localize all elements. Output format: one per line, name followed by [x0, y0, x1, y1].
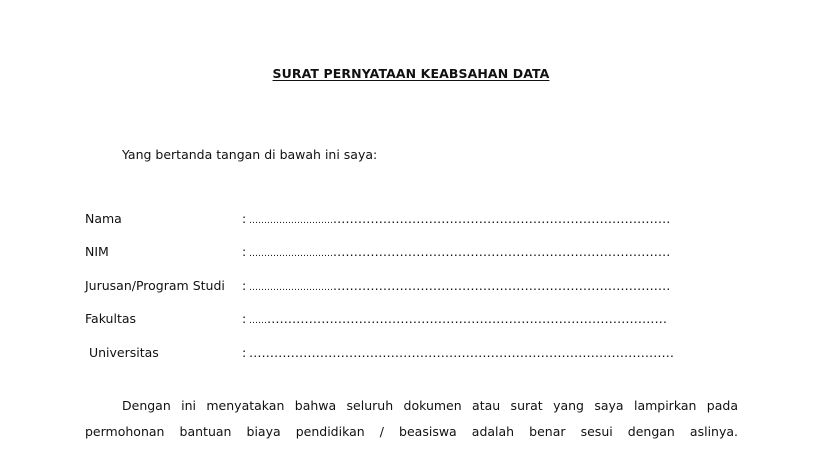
field-label: NIM: [85, 244, 109, 259]
field-colon: :: [242, 345, 247, 360]
field-fine-dots: ……………………….: [249, 249, 333, 259]
field-colon: :: [242, 278, 247, 293]
field-fill-line: [249, 211, 671, 226]
field-dots: ……………………………………………………………………………………: [267, 311, 667, 326]
field-label: Fakultas: [85, 311, 137, 326]
field-label: Nama: [85, 211, 122, 226]
field-fine-dots: ……………………….: [249, 216, 333, 226]
field-fill-line: [249, 278, 671, 293]
field-fill-line: [249, 244, 671, 259]
field-label: Jurusan/Program Studi: [85, 278, 225, 293]
field-colon: :: [242, 244, 247, 259]
field-fill-line: [249, 345, 674, 360]
intro-text: Yang bertanda tangan di bawah ini saya:: [122, 147, 378, 162]
field-fine-dots: ……: [249, 316, 267, 326]
field-fine-dots: ……………………….: [249, 283, 333, 293]
field-dots: ………………………………………………………………………: [332, 278, 671, 293]
document-title: SURAT PERNYATAAN KEABSAHAN DATA: [272, 66, 550, 81]
field-label: Universitas: [85, 345, 159, 360]
field-dots: ………………………………………………………………………: [332, 244, 671, 259]
statement-paragraph: Dengan ini menyatakan bahwa seluruh dokumen atau surat yang saya lampirkan pada permohonan bantuan biaya pendidikan / beasiswa adalah benar sesui dengan aslinya.: [85, 398, 738, 439]
field-colon: :: [242, 211, 247, 226]
field-colon: :: [242, 311, 247, 326]
field-dots: ………………………………………………………………………: [332, 211, 671, 226]
field-dots: …………………………………………………………………………………………: [249, 345, 674, 360]
field-fill-line: [249, 311, 667, 326]
